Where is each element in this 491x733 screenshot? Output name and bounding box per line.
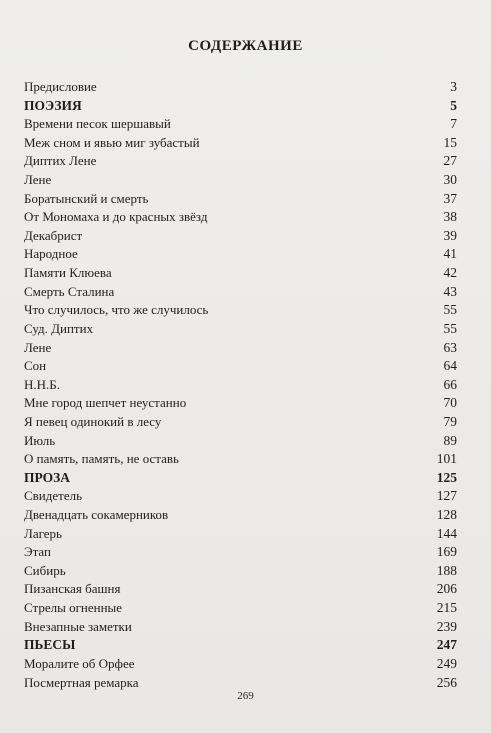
toc-entry-page: 144 bbox=[436, 525, 457, 541]
toc-entry-row bbox=[24, 525, 457, 544]
page-number: 269 bbox=[237, 690, 254, 702]
toc-entry-page: 247 bbox=[436, 637, 457, 653]
toc-entry-row bbox=[24, 543, 457, 562]
toc-entry-title: Мне город шепчет неустанно bbox=[24, 395, 187, 411]
toc-entry-row bbox=[24, 450, 457, 469]
toc-entry-title: Лене bbox=[24, 339, 52, 355]
toc-entry-row bbox=[24, 432, 457, 451]
toc-entry-page: 101 bbox=[436, 451, 457, 467]
table-of-contents bbox=[24, 78, 457, 692]
toc-entry-title: Суд. Диптих bbox=[24, 320, 94, 336]
toc-entry-page: 5 bbox=[450, 97, 457, 113]
toc-entry-title: Внезапные заметки bbox=[24, 618, 132, 634]
toc-section-title: ПРОЗА bbox=[24, 469, 71, 485]
toc-entry-title: Памяти Клюева bbox=[24, 265, 112, 281]
toc-entry-page: 127 bbox=[436, 488, 457, 504]
toc-entry-row bbox=[24, 152, 457, 171]
toc-entry-title: Смерть Сталина bbox=[24, 283, 115, 299]
contents-heading: СОДЕРЖАНИЕ bbox=[188, 38, 303, 54]
toc-entry-page: 15 bbox=[443, 134, 457, 150]
toc-entry-row bbox=[24, 301, 457, 320]
toc-entry-page: 55 bbox=[443, 302, 457, 318]
toc-section-title: ПОЭЗИЯ bbox=[24, 97, 82, 113]
toc-entry-title: Стрелы огненные bbox=[24, 600, 123, 616]
toc-entry-page: 63 bbox=[443, 339, 457, 355]
toc-entry-title: Боратынский и смерть bbox=[24, 190, 149, 206]
toc-section-row bbox=[24, 636, 457, 655]
toc-entry-page: 38 bbox=[443, 209, 457, 225]
toc-entry-row bbox=[24, 599, 457, 618]
toc-entry-page: 27 bbox=[443, 153, 457, 169]
toc-entry-title: Народное bbox=[24, 246, 78, 262]
toc-entry-title: Декабрист bbox=[24, 227, 83, 243]
toc-entry-page: 249 bbox=[436, 655, 457, 671]
toc-entry-row bbox=[24, 580, 457, 599]
toc-entry-row bbox=[24, 506, 457, 525]
toc-entry-row bbox=[24, 190, 457, 209]
toc-entry-row bbox=[24, 562, 457, 581]
toc-entry-row bbox=[24, 283, 457, 302]
toc-entry-page: 256 bbox=[436, 674, 457, 690]
toc-entry-page: 3 bbox=[450, 79, 457, 94]
toc-entry-page: 239 bbox=[436, 618, 457, 634]
toc-entry-row bbox=[24, 339, 457, 358]
toc-entry-title: Я певец одинокий в лесу bbox=[24, 413, 162, 429]
toc-entry-page: 169 bbox=[436, 544, 457, 560]
toc-entry-page: 79 bbox=[443, 413, 457, 429]
toc-entry-title: Времени песок шершавый bbox=[24, 116, 171, 132]
toc-section-title: ПЬЕСЫ bbox=[24, 637, 76, 653]
toc-entry-page: 55 bbox=[443, 320, 457, 336]
toc-entry-row bbox=[24, 264, 457, 283]
toc-entry-page: 89 bbox=[443, 432, 457, 448]
toc-entry-row bbox=[24, 376, 457, 395]
toc-entry-row bbox=[24, 618, 457, 637]
toc-section-row bbox=[24, 97, 457, 116]
toc-entry-row bbox=[24, 134, 457, 153]
toc-entry-title: Н.Н.Б. bbox=[24, 376, 60, 392]
toc-entry-page: 215 bbox=[436, 600, 457, 616]
toc-entry-row bbox=[24, 208, 457, 227]
toc-section-row bbox=[24, 469, 457, 488]
toc-entry-page: 37 bbox=[443, 190, 457, 206]
toc-entry-row bbox=[24, 115, 457, 134]
toc-entry-title: Сон bbox=[24, 358, 47, 374]
toc-entry-row bbox=[24, 78, 457, 97]
toc-entry-title: Пизанская башня bbox=[24, 581, 121, 597]
toc-entry-title: Этап bbox=[24, 544, 51, 560]
toc-entry-title: Лене bbox=[24, 172, 52, 188]
toc-entry-page: 43 bbox=[443, 283, 457, 299]
toc-entry-page: 206 bbox=[436, 581, 457, 597]
toc-entry-row bbox=[24, 357, 457, 376]
toc-entry-title: Диптих Лене bbox=[24, 153, 97, 169]
toc-entry-page: 41 bbox=[443, 246, 457, 262]
toc-entry-page: 70 bbox=[443, 395, 457, 411]
toc-entry-title: Что случилось, что же случилось bbox=[24, 302, 209, 318]
toc-entry-title: Посмертная ремарка bbox=[24, 674, 139, 690]
toc-entry-title: О память, память, не оставь bbox=[24, 451, 179, 467]
toc-entry-title: Сибирь bbox=[24, 562, 66, 578]
toc-entry-row bbox=[24, 394, 457, 413]
toc-entry-title: Лагерь bbox=[24, 525, 62, 541]
toc-entry-page: 30 bbox=[443, 172, 457, 188]
toc-entry-title: Июль bbox=[24, 432, 56, 448]
toc-entry-page: 188 bbox=[436, 562, 457, 578]
toc-entry-page: 128 bbox=[436, 507, 457, 523]
toc-entry-row bbox=[24, 413, 457, 432]
toc-entry-row bbox=[24, 227, 457, 246]
toc-entry-title: Предисловие bbox=[24, 79, 97, 94]
toc-entry-row bbox=[24, 320, 457, 339]
toc-entry-title: Двенадцать сокамерников bbox=[24, 507, 169, 523]
toc-entry-page: 66 bbox=[443, 376, 457, 392]
toc-entry-row bbox=[24, 245, 457, 264]
toc-entry-title: От Мономаха и до красных звёзд bbox=[24, 209, 208, 225]
toc-entry-page: 7 bbox=[450, 116, 457, 132]
toc-entry-title: Моралите об Орфее bbox=[24, 655, 135, 671]
toc-entry-title: Свидетель bbox=[24, 488, 83, 504]
toc-entry-row bbox=[24, 487, 457, 506]
toc-entry-row bbox=[24, 171, 457, 190]
toc-entry-page: 125 bbox=[436, 469, 457, 485]
toc-entry-title: Меж сном и явью миг зубастый bbox=[24, 134, 200, 150]
toc-entry-page: 39 bbox=[443, 227, 457, 243]
toc-entry-page: 64 bbox=[443, 358, 457, 374]
toc-entry-row bbox=[24, 655, 457, 674]
toc-entry-page: 42 bbox=[443, 265, 457, 281]
